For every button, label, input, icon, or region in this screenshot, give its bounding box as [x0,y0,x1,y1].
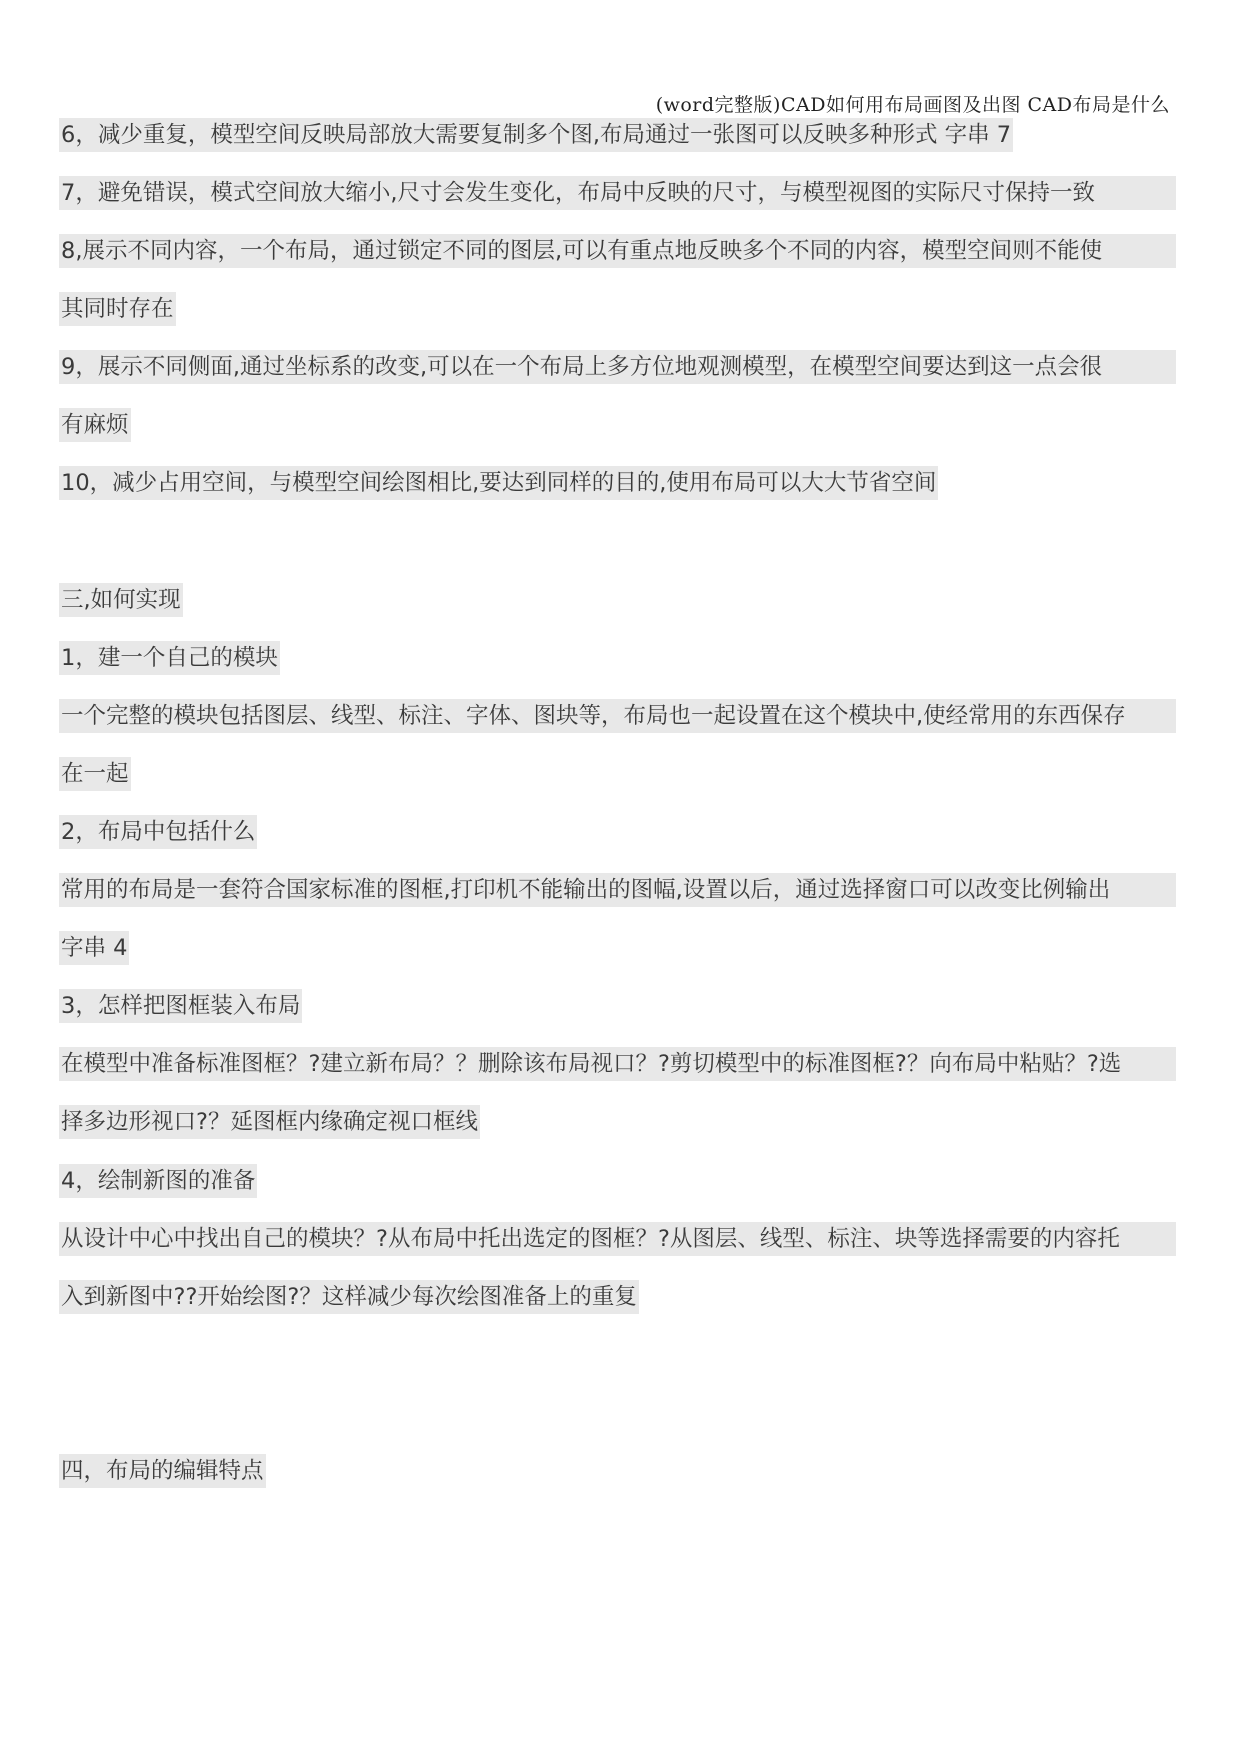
page-header: (word完整版)CAD如何用布局画图及出图 CAD布局是什么 [655,94,1170,116]
section-heading: 三,如何实现 [59,583,183,617]
list-item: 从设计中心中找出自己的模块？?从布局中托出选定的图框？?从图层、线型、标注、块等选择需要的内容托 [59,1222,1176,1256]
list-item: 在模型中准备标准图框？?建立新布局？？删除该布局视口？?剪切模型中的标准图框?？向布局中粘贴？?选 [59,1047,1176,1081]
list-item: 10，减少占用空间，与模型空间绘图相比,要达到同样的目的,使用布局可以大大节省空间 [59,466,938,500]
list-item: 常用的布局是一套符合国家标准的图框,打印机不能输出的图幅,设置以后，通过选择窗口可以改变比例输出 [59,873,1176,907]
list-item: 字串 4 [59,931,129,965]
list-item: 有麻烦 [59,408,131,442]
list-item: 7，避免错误，模式空间放大缩小,尺寸会发生变化，布局中反映的尺寸，与模型视图的实际尺寸保持一致 [59,176,1176,210]
list-item: 3，怎样把图框装入布局 [59,989,302,1023]
list-item: 在一起 [59,757,131,791]
list-item: 2，布局中包括什么 [59,815,257,849]
section-heading: 四，布局的编辑特点 [59,1454,266,1488]
list-item: 1，建一个自己的模块 [59,641,280,675]
list-item: 9，展示不同侧面,通过坐标系的改变,可以在一个布局上多方位地观测模型，在模型空间要达到这一点会很 [59,350,1176,384]
list-item: 4，绘制新图的准备 [59,1164,257,1198]
list-item: 其同时存在 [59,292,176,326]
list-item: 择多边形视口?？延图框内缘确定视口框线 [59,1105,480,1139]
list-item: 8,展示不同内容，一个布局，通过锁定不同的图层,可以有重点地反映多个不同的内容，模型空间则不能使 [59,234,1176,268]
list-item: 6，减少重复，模型空间反映局部放大需要复制多个图,布局通过一张图可以反映多种形式 字串 7 [59,118,1013,152]
list-item: 一个完整的模块包括图层、线型、标注、字体、图块等，布局也一起设置在这个模块中,使经常用的东西保存 [59,699,1176,733]
list-item: 入到新图中??开始绘图?？这样减少每次绘图准备上的重复 [59,1280,639,1314]
